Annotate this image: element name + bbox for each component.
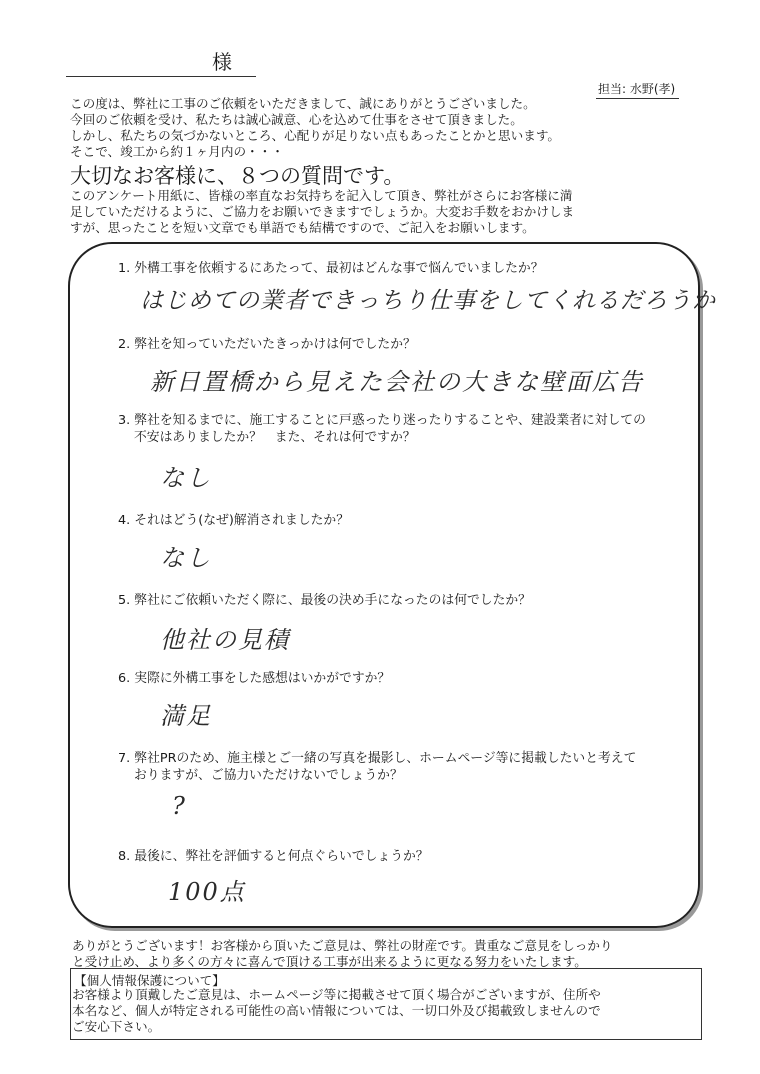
intro-line-6: 足していただけるように、ご協力をお願いできますでしょうか。大変お手数をおかけしま <box>70 204 575 219</box>
intro-line-2: 今回のご依頼を受け、私たちは誠心誠意、心を込めて仕事をさせて頂きました。 <box>70 112 523 127</box>
answer-4: なし <box>160 544 212 572</box>
privacy-line-1: お客様より頂戴したご意見は、ホームページ等に掲載させて頂く場合がございますが、住所や <box>72 987 601 1002</box>
intro-line-3: しかし、私たちの気づかないところ、心配りが足りない点もあったことかと思います。 <box>70 128 561 143</box>
question-5: 5. 弊社にご依頼いただく際に、最後の決め手になったのは何でしたか？ <box>118 593 531 608</box>
answer-8: 100点 <box>168 878 246 906</box>
intro-line-5: このアンケート用紙に、皆様の率直なお気持ちを記入して頂き、弊社がさらにお客様に満 <box>70 188 573 203</box>
question-3-cont: 不安はありましたか？ また、それは何ですか？ <box>134 430 416 445</box>
answer-7: ? <box>172 792 187 820</box>
question-8: 8. 最後に、弊社を評価すると何点ぐらいでしょうか？ <box>118 849 429 864</box>
question-7: 7. 弊社PRのため、施主様とご一緒の写真を撮影し、ホームページ等に掲載したいと考えて <box>118 751 637 766</box>
question-6: 6. 実際に外構工事をした感想はいかがですか？ <box>118 671 391 686</box>
staff-in-charge: 担当: 水野(孝) <box>596 80 679 99</box>
question-2: 2. 弊社を知っていただいたきっかけは何でしたか？ <box>118 337 416 352</box>
intro-line-4: そこで、竣工から約１ヶ月内の・・・ <box>70 144 284 159</box>
question-3: 3. 弊社を知るまでに、施工することに戸惑ったり迷ったりすることや、建設業者に対しての <box>118 413 646 428</box>
question-4: 4. それはどう(なぜ)解消されましたか？ <box>118 513 350 528</box>
question-1: 1. 外構工事を依頼するにあたって、最初はどんな事で悩んでいましたか？ <box>118 261 544 276</box>
answer-3: なし <box>160 464 212 492</box>
privacy-title: 【個人情報保護について】 <box>74 973 225 988</box>
privacy-line-2: 本名など、個人が特定される可能性の高い情報については、一切口外及び掲載致しませんので <box>72 1003 601 1018</box>
answer-2: 新日置橋から見えた会社の大きな壁面広告 <box>150 368 644 396</box>
question-7-cont: おりますが、ご協力いただけないでしょうか？ <box>134 768 403 783</box>
customer-name-line <box>66 76 256 77</box>
intro-line-7: すが、思ったことを短い文章でも単語でも結構ですので、ご記入をお願いします。 <box>70 220 535 235</box>
answer-6: 満足 <box>160 702 212 730</box>
intro-line-1: この度は、弊社に工事のご依頼をいただきまして、誠にありがとうございました。 <box>70 96 536 111</box>
customer-honorific: 様 <box>212 50 232 74</box>
answer-1: はじめての業者できっちり仕事をしてくれるだろうか <box>140 288 716 314</box>
thanks-line-1: ありがとうございます！お客様から頂いたご意見は、弊社の財産です。貴重なご意見をしっかり <box>72 938 613 953</box>
privacy-line-3: ご安心下さい。 <box>72 1019 161 1034</box>
thanks-line-2: と受け止め、より多くの方々に喜んで頂ける工事が出来るように更なる努力をいたします。 <box>72 954 587 969</box>
answer-5: 他社の見積 <box>160 626 290 654</box>
headline: 大切なお客様に、８つの質問です。 <box>70 164 405 188</box>
